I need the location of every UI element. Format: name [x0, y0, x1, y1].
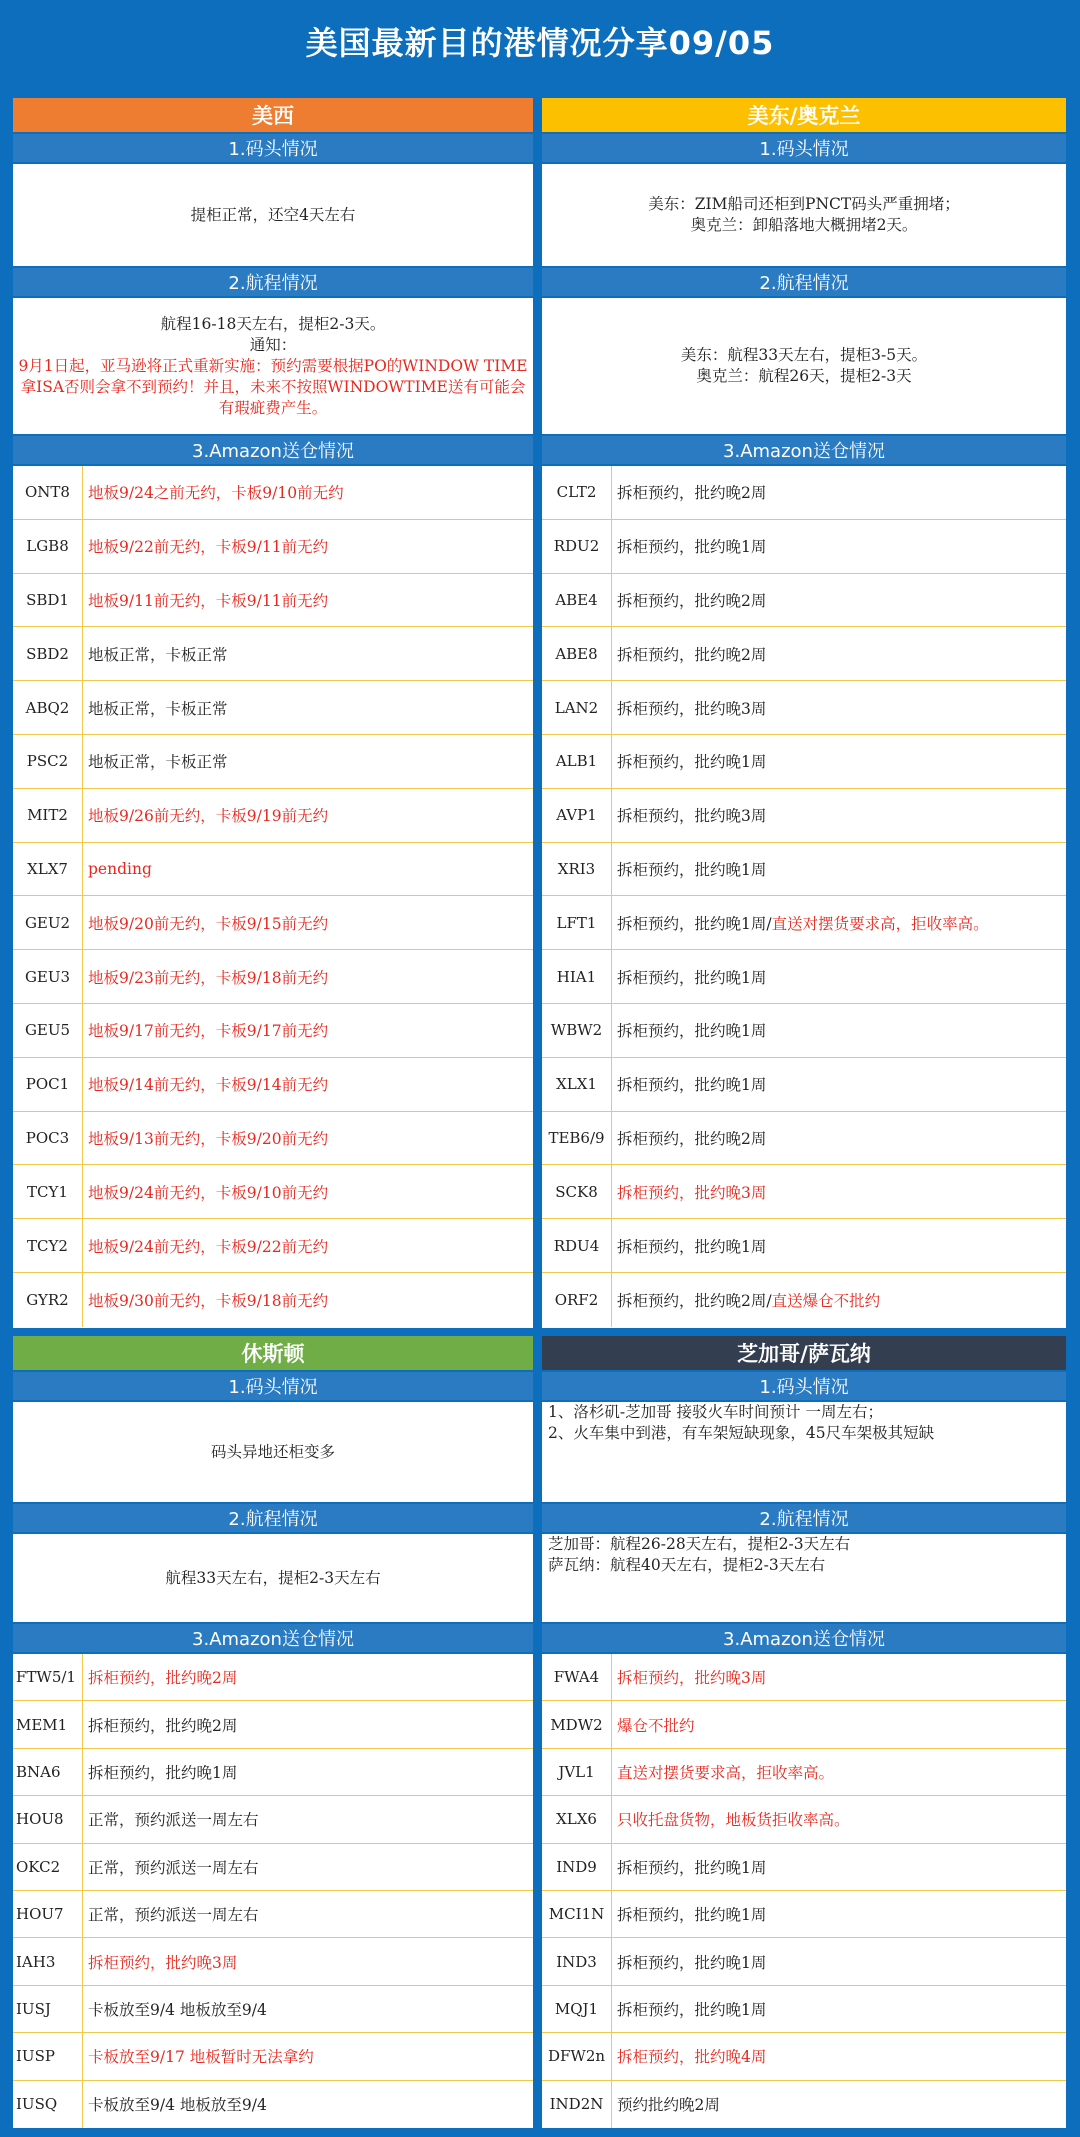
status-note: 直送爆仓不批约 — [771, 1291, 881, 1310]
location-code: IUSJ — [13, 1986, 83, 2032]
status-text — [83, 574, 533, 627]
west-header: 美西 — [13, 98, 533, 132]
status-value: 拆柜预约，批约晚2周 — [617, 645, 767, 664]
location-code: GYR2 — [13, 1273, 83, 1327]
west-amazon-title: 3.Amazon送仓情况 — [13, 436, 533, 464]
chicago-voyage-line: 芝加哥：航程26-28天左右，提柜2-3天左右 — [548, 1535, 851, 1553]
table-row — [542, 1058, 1066, 1112]
status-value: 拆柜预约，批约晚1周 — [617, 1076, 767, 1095]
status-text — [612, 1219, 1066, 1272]
status-text — [83, 1749, 533, 1795]
status-text — [83, 1844, 533, 1890]
location-code: RDU4 — [542, 1219, 612, 1272]
table-row — [542, 1701, 1066, 1748]
status-value: 正常，预约派送一周左右 — [88, 1906, 259, 1925]
status-text — [612, 843, 1066, 896]
east-voyage-title: 2.航程情况 — [542, 268, 1066, 296]
status-text — [612, 520, 1066, 573]
status-value: 爆仓不批约 — [617, 1716, 695, 1735]
east-amazon-title: 3.Amazon送仓情况 — [542, 436, 1066, 464]
status-value: pending — [88, 859, 152, 878]
location-code: ABQ2 — [13, 681, 83, 734]
location-code: ONT8 — [13, 466, 83, 519]
status-text — [83, 1891, 533, 1937]
east-voyage-line: 奥克兰：航程26天，提柜2-3天 — [696, 367, 912, 385]
location-code: DFW2n — [542, 2033, 612, 2079]
status-text — [83, 789, 533, 842]
chicago-dock-title: 1.码头情况 — [542, 1372, 1066, 1400]
table-row — [542, 1938, 1066, 1985]
location-code: XLX6 — [542, 1796, 612, 1842]
status-text — [83, 2033, 533, 2079]
status-value: 地板9/26前无约，卡板9/19前无约 — [88, 807, 329, 826]
table-row — [542, 1796, 1066, 1843]
status-text — [612, 574, 1066, 627]
table-row — [13, 1058, 533, 1112]
table-row — [542, 2033, 1066, 2080]
location-code: XRI3 — [542, 843, 612, 896]
table-row — [542, 1165, 1066, 1219]
location-code: ABE4 — [542, 574, 612, 627]
west-section — [13, 98, 533, 1328]
table-row — [13, 2033, 533, 2080]
status-value: 拆柜预约，批约晚2周 — [88, 1716, 238, 1735]
location-code: WBW2 — [542, 1004, 612, 1057]
status-value: 拆柜预约，批约晚1周 — [617, 1237, 767, 1256]
location-code: TEB6/9 — [542, 1112, 612, 1165]
location-code: LAN2 — [542, 681, 612, 734]
status-value: 拆柜预约，批约晚1周 — [617, 860, 767, 879]
chicago-amazon-title: 3.Amazon送仓情况 — [542, 1624, 1066, 1652]
status-note: 拆柜预约，批约晚3周 — [617, 1183, 767, 1202]
status-value: 地板9/24之前无约，卡板9/10前无约 — [88, 484, 344, 503]
status-text — [83, 520, 533, 573]
status-value: 拆柜预约，批约晚1周 — [617, 2000, 767, 2019]
location-code: HIA1 — [542, 950, 612, 1003]
status-value: 拆柜预约，批约晚2周 — [617, 1129, 767, 1148]
table-row — [542, 950, 1066, 1004]
location-code: JVL1 — [542, 1749, 612, 1795]
table-row — [13, 1749, 533, 1796]
chicago-voyage-title: 2.航程情况 — [542, 1504, 1066, 1532]
west-voyage-box — [13, 298, 533, 434]
status-text — [612, 1701, 1066, 1747]
table-row — [13, 1112, 533, 1166]
table-row — [13, 1986, 533, 2033]
status-text — [83, 950, 533, 1003]
status-text — [83, 1654, 533, 1700]
chicago-dock-line: 2、火车集中到港，有车架短缺现象，45尺车架极其短缺 — [548, 1424, 935, 1442]
status-text — [612, 1165, 1066, 1218]
status-text — [612, 1273, 1066, 1327]
status-value: 拆柜预约，批约晚1周 — [88, 1763, 238, 1782]
status-text — [612, 735, 1066, 788]
location-code: HOU8 — [13, 1796, 83, 1842]
table-row — [542, 466, 1066, 520]
houston-amazon-title: 3.Amazon送仓情况 — [13, 1624, 533, 1652]
location-code: POC3 — [13, 1112, 83, 1165]
status-value: 拆柜预约，批约晚1周 — [617, 1858, 767, 1877]
status-text — [83, 1219, 533, 1272]
location-code: AVP1 — [542, 789, 612, 842]
location-code: MCI1N — [542, 1891, 612, 1937]
houston-amazon-table — [13, 1654, 533, 2128]
status-text — [83, 1273, 533, 1327]
location-code: MEM1 — [13, 1701, 83, 1747]
status-text — [612, 1004, 1066, 1057]
west-dock-text: 提柜正常，还空4天左右 — [190, 205, 356, 224]
status-text — [612, 1112, 1066, 1165]
status-text — [612, 1891, 1066, 1937]
status-value: 地板9/23前无约，卡板9/18前无约 — [88, 968, 329, 987]
west-dock-title: 1.码头情况 — [13, 134, 533, 162]
table-row — [13, 466, 533, 520]
table-row — [542, 789, 1066, 843]
table-row — [542, 1112, 1066, 1166]
table-row — [13, 789, 533, 843]
location-code: GEU2 — [13, 896, 83, 949]
status-value: 拆柜预约，批约晚3周 — [617, 1669, 767, 1688]
table-row — [542, 2081, 1066, 2128]
table-row — [13, 1273, 533, 1327]
status-text — [83, 1986, 533, 2032]
status-text — [612, 896, 1066, 949]
houston-header: 休斯顿 — [13, 1336, 533, 1370]
status-text — [612, 1844, 1066, 1890]
east-dock-box — [542, 164, 1066, 266]
status-value: 地板9/13前无约，卡板9/20前无约 — [88, 1129, 329, 1148]
location-code: GEU5 — [13, 1004, 83, 1057]
location-code: SCK8 — [542, 1165, 612, 1218]
status-text — [612, 2033, 1066, 2079]
status-text — [612, 1058, 1066, 1111]
status-value: 直送对摆货要求高，拒收率高。 — [617, 1763, 835, 1782]
status-text — [83, 627, 533, 680]
location-code: PSC2 — [13, 735, 83, 788]
status-text — [83, 1796, 533, 1842]
status-value: 地板正常，卡板正常 — [88, 645, 228, 664]
status-value: 拆柜预约，批约晚1周 — [617, 1906, 767, 1925]
east-dock-title: 1.码头情况 — [542, 134, 1066, 162]
west-amazon-table — [13, 466, 533, 1328]
table-row — [542, 1844, 1066, 1891]
table-row — [542, 1004, 1066, 1058]
table-row — [542, 1654, 1066, 1701]
location-code: LGB8 — [13, 520, 83, 573]
status-value: 拆柜预约，批约晚3周 — [88, 1953, 238, 1972]
west-voyage-line: 航程16-18天左右，提柜2-3天。 — [160, 314, 386, 333]
status-value: 只收托盘货物，地板货拒收率高。 — [617, 1811, 850, 1830]
table-row — [13, 1701, 533, 1748]
location-code: SBD2 — [13, 627, 83, 680]
table-row — [13, 2081, 533, 2128]
table-row — [13, 843, 533, 897]
houston-voyage-title: 2.航程情况 — [13, 1504, 533, 1532]
status-value: 卡板放至9/4 地板放至9/4 — [88, 2000, 267, 2019]
status-value: 地板正常，卡板正常 — [88, 699, 228, 718]
table-row — [542, 1986, 1066, 2033]
page-title: 美国最新目的港情况分享09/05 — [305, 24, 775, 62]
chicago-section — [542, 1336, 1066, 2128]
status-text — [612, 681, 1066, 734]
status-value: 拆柜预约，批约晚1周 — [617, 1953, 767, 1972]
status-text — [83, 735, 533, 788]
table-row — [13, 1004, 533, 1058]
location-code: IAH3 — [13, 1938, 83, 1984]
status-text — [612, 950, 1066, 1003]
east-section — [542, 98, 1066, 1328]
location-code: IUSP — [13, 2033, 83, 2079]
table-row — [13, 1938, 533, 1985]
table-row — [13, 735, 533, 789]
status-value: 拆柜预约，批约晚1周 — [617, 968, 767, 987]
status-text — [612, 1986, 1066, 2032]
status-text — [83, 1701, 533, 1747]
table-row — [542, 843, 1066, 897]
east-dock-line: 美东：ZIM船司还柜到PNCT码头严重拥堵； — [648, 195, 960, 213]
houston-voyage-text: 航程33天左右，提柜2-3天左右 — [165, 1568, 381, 1587]
location-code: MDW2 — [542, 1701, 612, 1747]
east-header: 美东/奥克兰 — [542, 98, 1066, 132]
chicago-header: 芝加哥/萨瓦纳 — [542, 1336, 1066, 1370]
status-value: 卡板放至9/17 地板暂时无法拿约 — [88, 2048, 314, 2067]
location-code: SBD1 — [13, 574, 83, 627]
status-value: 预约批约晚2周 — [617, 2096, 720, 2115]
status-text — [83, 1112, 533, 1165]
status-text — [612, 1749, 1066, 1795]
location-code: BNA6 — [13, 1749, 83, 1795]
status-text — [612, 789, 1066, 842]
status-value: 卡板放至9/4 地板放至9/4 — [88, 2096, 267, 2115]
location-code: XLX7 — [13, 843, 83, 896]
table-row — [13, 1891, 533, 1938]
status-text — [612, 1938, 1066, 1984]
west-dock-box — [13, 164, 533, 266]
status-text — [83, 1004, 533, 1057]
location-code: IND3 — [542, 1938, 612, 1984]
status-text — [83, 466, 533, 519]
table-row — [542, 681, 1066, 735]
table-row — [542, 574, 1066, 628]
location-code: ABE8 — [542, 627, 612, 680]
status-value: 地板9/24前无约，卡板9/22前无约 — [88, 1237, 329, 1256]
chicago-voyage-line: 萨瓦纳：航程40天左右，提柜2-3天左右 — [548, 1556, 826, 1574]
status-text — [83, 1938, 533, 1984]
chicago-amazon-table — [542, 1654, 1066, 2128]
table-row — [13, 574, 533, 628]
status-value: 地板9/14前无约，卡板9/14前无约 — [88, 1076, 329, 1095]
status-value: 拆柜预约，批约晚1周 — [617, 538, 767, 557]
status-note: 直送对摆货要求高，拒收率高。 — [771, 914, 989, 933]
location-code: TCY2 — [13, 1219, 83, 1272]
table-row — [542, 735, 1066, 789]
status-text — [83, 896, 533, 949]
status-value: 拆柜预约，批约晚2周 — [88, 1669, 238, 1688]
location-code: RDU2 — [542, 520, 612, 573]
table-row — [13, 681, 533, 735]
east-voyage-box — [542, 298, 1066, 434]
status-text — [612, 627, 1066, 680]
status-text — [83, 843, 533, 896]
chicago-dock-box — [542, 1402, 1066, 1502]
status-value: 正常，预约派送一周左右 — [88, 1858, 259, 1877]
location-code: CLT2 — [542, 466, 612, 519]
table-row — [13, 950, 533, 1004]
table-row — [13, 1654, 533, 1701]
houston-voyage-box — [13, 1534, 533, 1622]
location-code: HOU7 — [13, 1891, 83, 1937]
status-text — [83, 2081, 533, 2128]
east-dock-line: 奥克兰：卸船落地大概拥堵2天。 — [690, 216, 918, 234]
location-code: ORF2 — [542, 1273, 612, 1327]
table-row — [542, 1273, 1066, 1327]
status-value: 地板9/20前无约，卡板9/15前无约 — [88, 914, 329, 933]
table-row — [13, 1165, 533, 1219]
table-row — [542, 1749, 1066, 1796]
table-row — [13, 1844, 533, 1891]
table-row — [13, 1219, 533, 1273]
location-code: IUSQ — [13, 2081, 83, 2128]
location-code: LFT1 — [542, 896, 612, 949]
table-row — [542, 520, 1066, 574]
location-code: GEU3 — [13, 950, 83, 1003]
table-row — [13, 627, 533, 681]
chicago-dock-line: 1、洛杉矶-芝加哥 接驳火车时间预计 一周左右； — [548, 1403, 883, 1421]
east-amazon-table — [542, 466, 1066, 1328]
status-value: 地板9/30前无约，卡板9/18前无约 — [88, 1291, 329, 1310]
table-row — [13, 1796, 533, 1843]
status-value: 地板9/17前无约，卡板9/17前无约 — [88, 1022, 329, 1041]
east-voyage-line: 美东：航程33天左右，提柜3-5天。 — [680, 346, 928, 364]
status-text — [83, 1165, 533, 1218]
status-value: 地板9/11前无约，卡板9/11前无约 — [88, 591, 329, 610]
location-code: POC1 — [13, 1058, 83, 1111]
location-code: XLX1 — [542, 1058, 612, 1111]
status-value: 地板9/22前无约，卡板9/11前无约 — [88, 538, 329, 557]
status-text — [83, 681, 533, 734]
status-value: 拆柜预约，批约晚2周 — [617, 591, 767, 610]
status-value: 拆柜预约，批约晚3周 — [617, 699, 767, 718]
location-code: OKC2 — [13, 1844, 83, 1890]
table-row — [542, 627, 1066, 681]
location-code: IND9 — [542, 1844, 612, 1890]
table-row — [542, 896, 1066, 950]
status-text — [612, 466, 1066, 519]
status-text — [612, 1796, 1066, 1842]
table-row — [13, 520, 533, 574]
status-value: 拆柜预约，批约晚1周/ — [617, 914, 772, 933]
table-row — [13, 896, 533, 950]
status-value: 拆柜预约，批约晚2周 — [617, 484, 767, 503]
houston-section — [13, 1336, 533, 2128]
houston-dock-title: 1.码头情况 — [13, 1372, 533, 1400]
status-value: 地板9/24前无约，卡板9/10前无约 — [88, 1183, 329, 1202]
west-notice-text: 9月1日起，亚马逊将正式重新实施：预约需要根据PO的WINDOW TIME拿ISA否则会拿不到预约！并且，未来不按照WINDOWTIME送有可能会有瑕疵费产生。 — [18, 356, 528, 417]
status-value: 地板正常，卡板正常 — [88, 753, 228, 772]
west-voyage-line: 通知： — [249, 335, 297, 354]
location-code: TCY1 — [13, 1165, 83, 1218]
status-value: 正常，预约派送一周左右 — [88, 1811, 259, 1830]
status-text — [83, 1058, 533, 1111]
location-code: MIT2 — [13, 789, 83, 842]
table-row — [542, 1219, 1066, 1273]
location-code: IND2N — [542, 2081, 612, 2128]
chicago-voyage-box — [542, 1534, 1066, 1622]
status-value: 拆柜预约，批约晚4周 — [617, 2048, 767, 2067]
table-row — [542, 1891, 1066, 1938]
houston-dock-text: 码头异地还柜变多 — [210, 1442, 335, 1461]
west-voyage-title: 2.航程情况 — [13, 268, 533, 296]
status-value: 拆柜预约，批约晚3周 — [617, 807, 767, 826]
location-code: ALB1 — [542, 735, 612, 788]
status-value: 拆柜预约，批约晚1周 — [617, 753, 767, 772]
status-value: 拆柜预约，批约晚2周/ — [617, 1291, 772, 1310]
status-text — [612, 1654, 1066, 1700]
status-text — [612, 2081, 1066, 2128]
location-code: MQJ1 — [542, 1986, 612, 2032]
location-code: FWA4 — [542, 1654, 612, 1700]
status-value: 拆柜预约，批约晚1周 — [617, 1022, 767, 1041]
location-code: FTW5/1 — [13, 1654, 83, 1700]
houston-dock-box — [13, 1402, 533, 1502]
